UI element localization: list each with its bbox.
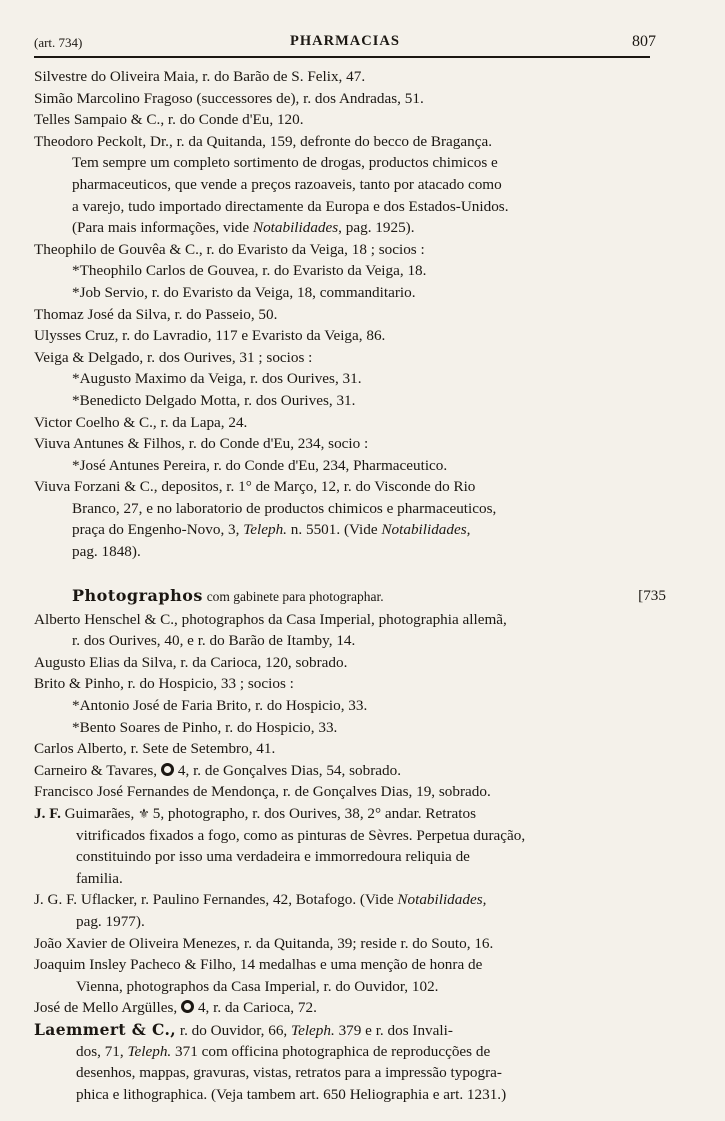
- list-item-partner: *Bento Soares de Pinho, r. do Hospicio, 33.: [72, 718, 338, 736]
- text-run: n. 5501. (Vide: [290, 521, 378, 539]
- list-item-partner: *José Antunes Pereira, r. do Conde d'Eu, 234, Pharmaceutico.: [72, 456, 448, 474]
- list-item: [34, 889, 674, 911]
- list-item-partner: *Theophilo Carlos de Gouvea, r. do Evaristo da Veiga, 18.: [72, 262, 427, 280]
- list-item: Viuva Forzani & C., depositos, r. 1° de Março, 12, r. do Visconde do Rio: [34, 478, 476, 496]
- text-run: , pag. 1925).: [338, 219, 415, 237]
- list-item: Joaquim Insley Pacheco & Filho, 14 medalhas e uma menção de honra de: [34, 956, 483, 974]
- list-item-continuation: pharmaceuticos, que vende a preços razoaveis, tanto por atacado como: [72, 175, 502, 193]
- list-item: Francisco José Fernandes de Mendonça, r. de Gonçalves Dias, 19, sobrado.: [34, 783, 491, 801]
- text-run: José de Mello Argülles,: [34, 999, 178, 1017]
- list-item: Simão Marcolino Fragoso (successores de), r. dos Andradas, 51.: [34, 89, 424, 107]
- section-title: Photographos: [72, 585, 203, 605]
- list-item: Veiga & Delgado, r. dos Ourives, 31 ; socios :: [34, 348, 313, 366]
- italic-reference: Notabilidades: [252, 219, 339, 237]
- list-item-partner: *Job Servio, r. do Evaristo da Veiga, 18, commanditario.: [72, 283, 416, 301]
- list-item-continuation: [34, 217, 674, 239]
- list-item: [34, 997, 674, 1019]
- list-item: [34, 1019, 674, 1041]
- section-spacer: [34, 563, 674, 585]
- list-item-continuation: a varejo, tudo importado directamente da Europa e dos Estados-Unidos.: [72, 197, 509, 215]
- italic-reference: Notabilidades,: [397, 891, 487, 909]
- section-subtitle: com gabinete para photographar.: [206, 588, 384, 604]
- bold-company-name: Laemmert & C.,: [34, 1019, 177, 1039]
- italic-reference: Notabilidades,: [381, 521, 471, 539]
- list-item-continuation: Branco, 27, e no laboratorio de productos chimicos e pharmaceuticos,: [72, 499, 497, 517]
- list-item-partner: *Benedicto Delgado Motta, r. dos Ourives, 31.: [72, 391, 356, 409]
- text-run: r. do Ouvidor, 66,: [179, 1021, 288, 1039]
- list-item-continuation: constituindo por isso uma verdadeira e immorredoura reliquia de: [76, 848, 470, 866]
- list-item-continuation: r. dos Ourives, 40, e r. do Barão de Itamby, 14.: [72, 632, 356, 650]
- page-title: PHARMACIAS: [290, 33, 400, 49]
- text-run: 379 e r. dos Invali-: [338, 1021, 453, 1039]
- list-item: Brito & Pinho, r. do Hospicio, 33 ; socios :: [34, 675, 294, 693]
- text-run: Guimarães,: [64, 805, 135, 822]
- text-run: 5, photographo, r. dos Ourives, 38, 2° andar. Retratos: [152, 805, 476, 822]
- directory-body: [34, 66, 674, 1105]
- medal-icon: [161, 763, 174, 776]
- list-item: Victor Coelho & C., r. da Lapa, 24.: [34, 413, 248, 431]
- list-item: [34, 803, 674, 825]
- list-item: Thomaz José da Silva, r. do Passeio, 50.: [34, 305, 278, 323]
- list-item-continuation: pag. 1977).: [76, 912, 145, 930]
- list-item: Alberto Henschel & C., photographos da Casa Imperial, photographia allemã,: [34, 610, 507, 628]
- header-rule: [34, 56, 650, 58]
- list-item-continuation: Vienna, photographos da Casa Imperial, r. do Ouvidor, 102.: [76, 977, 439, 995]
- section-heading: [34, 585, 674, 609]
- list-item: Viuva Antunes & Filhos, r. do Conde d'Eu, 234, socio :: [34, 435, 369, 453]
- bold-initials: J. F.: [34, 805, 61, 822]
- list-item-partner: *Augusto Maximo da Veiga, r. dos Ourives, 31.: [72, 370, 362, 388]
- running-head: [34, 33, 656, 55]
- text-run: Carneiro & Tavares,: [34, 761, 158, 779]
- text-run: (Para mais informações, vide: [72, 219, 250, 237]
- medal-icon: [181, 1000, 194, 1013]
- list-item: Telles Sampaio & C., r. do Conde d'Eu, 120.: [34, 111, 304, 129]
- list-item-continuation: familia.: [76, 869, 123, 887]
- article-reference: (art. 734): [34, 35, 83, 50]
- list-item: Carlos Alberto, r. Sete de Setembro, 41.: [34, 740, 276, 758]
- list-item: Theodoro Peckolt, Dr., r. da Quitanda, 159, defronte do becco de Bragança.: [34, 132, 493, 150]
- list-item-continuation: [34, 519, 674, 541]
- text-run: 4, r. da Carioca, 72.: [197, 999, 317, 1017]
- list-item: Silvestre do Oliveira Maia, r. do Barão de S. Felix, 47.: [34, 68, 366, 85]
- text-run: dos, 71,: [76, 1042, 124, 1060]
- list-item-continuation: vitrificados fixados a fogo, como as pinturas de Sèvres. Perpetua duração,: [76, 826, 526, 844]
- telephone-label: Teleph.: [127, 1042, 172, 1060]
- award-icon: ⚜: [138, 806, 150, 821]
- text-run: 371 com officina photographica de reproducções de: [175, 1042, 491, 1060]
- list-item: João Xavier de Oliveira Menezes, r. da Quitanda, 39; reside r. do Souto, 16.: [34, 934, 494, 952]
- text-run: praça do Engenho-Novo, 3,: [72, 521, 240, 539]
- text-run: J. G. F. Uflacker, r. Paulino Fernandes, 42, Botafogo. (Vide: [34, 891, 394, 909]
- list-item-continuation: [34, 1041, 674, 1063]
- list-item: Theophilo de Gouvêa & C., r. do Evaristo da Veiga, 18 ; socios :: [34, 240, 425, 258]
- page-number: 807: [632, 33, 656, 50]
- list-item-continuation: phica e lithographica. (Veja tambem art. 650 Heliographia e art. 1231.): [76, 1085, 507, 1103]
- section-article-ref: [735: [638, 586, 666, 604]
- list-item-partner: *Antonio José de Faria Brito, r. do Hospicio, 33.: [72, 697, 368, 715]
- list-item-continuation: pag. 1848).: [72, 543, 141, 561]
- telephone-label: Teleph.: [243, 521, 287, 539]
- list-item: Augusto Elias da Silva, r. da Carioca, 120, sobrado.: [34, 653, 348, 671]
- text-run: 4, r. de Gonçalves Dias, 54, sobrado.: [177, 761, 402, 779]
- list-item-continuation: Tem sempre um completo sortimento de drogas, productos chimicos e: [72, 154, 498, 172]
- list-item: Ulysses Cruz, r. do Lavradio, 117 e Evaristo da Veiga, 86.: [34, 327, 386, 345]
- list-item-continuation: desenhos, mappas, gravuras, vistas, retratos para a impressão typogra-: [76, 1064, 502, 1082]
- telephone-label: Teleph.: [291, 1021, 335, 1039]
- list-item: [34, 760, 674, 782]
